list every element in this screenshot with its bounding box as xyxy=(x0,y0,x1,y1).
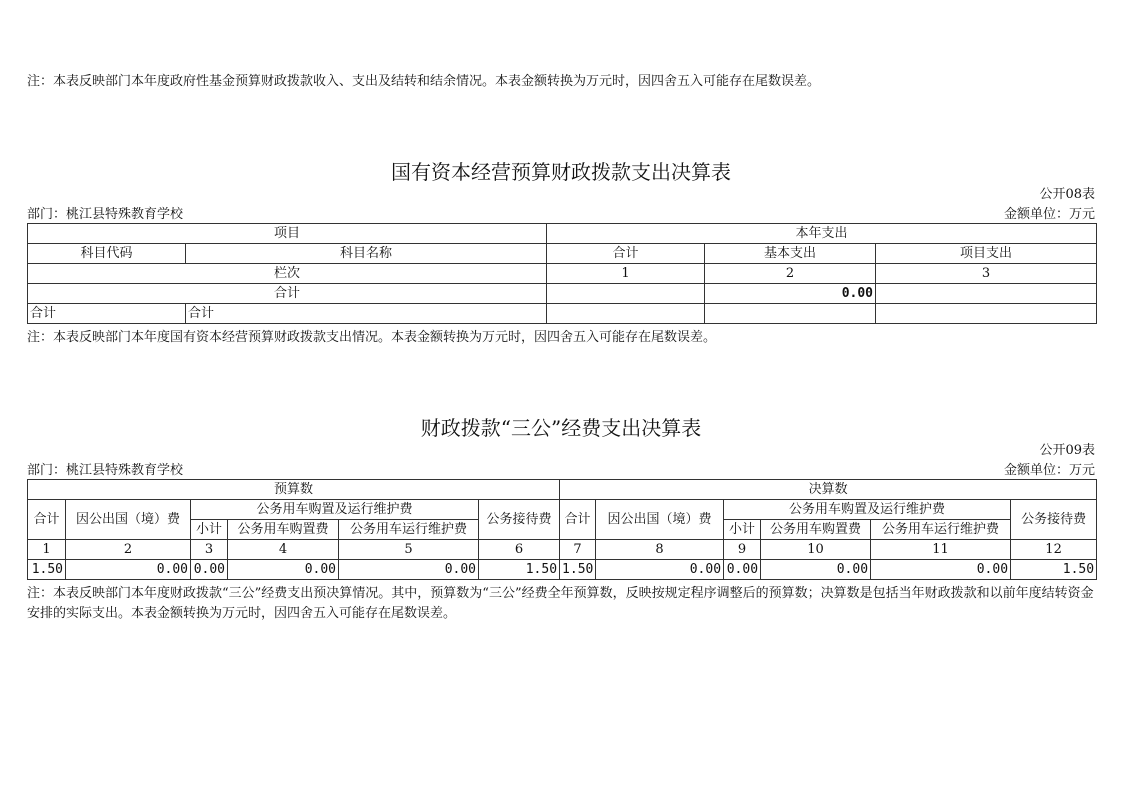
table09-budget-subtotal-header: 小计 xyxy=(191,520,228,540)
table09-value: 0.00 xyxy=(339,560,479,580)
table09-value: 0.00 xyxy=(191,560,228,580)
table09-column-index: 1 xyxy=(28,540,66,560)
table08-project-header: 项目支出 xyxy=(876,244,1097,264)
table09-final-vehicle-purchase-header: 公务用车购置费 xyxy=(761,520,871,540)
table08-column-index: 2 xyxy=(705,264,876,284)
table09-title: 财政拨款“三公”经费支出决算表 xyxy=(420,416,702,440)
table09-budget-vehicle-group-header: 公务用车购置及运行维护费 xyxy=(191,500,479,520)
table08-current-year-header: 本年支出 xyxy=(547,224,1097,244)
table09-final-header: 决算数 xyxy=(560,480,1097,500)
table09-column-index: 4 xyxy=(228,540,339,560)
table09-column-index: 9 xyxy=(724,540,761,560)
table08-total-value xyxy=(547,284,705,304)
table09-budget-vehicle-operation-header: 公务用车运行维护费 xyxy=(339,520,479,540)
top-note: 注：本表反映部门本年度政府性基金预算财政拨款收入、支出及结转和结余情况。本表金额转换为万元时，因四舍五入可能存在尾数误差。 xyxy=(27,74,821,89)
table09-value: 0.00 xyxy=(66,560,191,580)
table08-basic-value: 0.00 xyxy=(705,284,876,304)
table09-final-subtotal-header: 小计 xyxy=(724,520,761,540)
table09-column-index: 2 xyxy=(66,540,191,560)
table08-column-index: 1 xyxy=(547,264,705,284)
table09-budget-total-header: 合计 xyxy=(28,500,66,540)
table09-value: 1.50 xyxy=(28,560,66,580)
table08-item-header: 项目 xyxy=(28,224,547,244)
table09-value: 0.00 xyxy=(761,560,871,580)
table09-value: 1.50 xyxy=(560,560,596,580)
table08-extra-cell xyxy=(547,304,705,324)
table09-column-index: 11 xyxy=(871,540,1011,560)
table09-value: 0.00 xyxy=(724,560,761,580)
table08-extra-cell xyxy=(705,304,876,324)
table09-column-index: 12 xyxy=(1011,540,1097,560)
table08-subject-code-header: 科目代码 xyxy=(28,244,186,264)
table08-extra-name: 合计 xyxy=(186,304,547,324)
table09-budget-abroad-header: 因公出国（境）费 xyxy=(66,500,191,540)
table09-final-vehicle-group-header: 公务用车购置及运行维护费 xyxy=(724,500,1011,520)
table09-value: 0.00 xyxy=(596,560,724,580)
table09-final-total-header: 合计 xyxy=(560,500,596,540)
table09-column-index: 5 xyxy=(339,540,479,560)
table09-final-reception-header: 公务接待费 xyxy=(1011,500,1097,540)
table09-column-index: 7 xyxy=(560,540,596,560)
table09-value: 0.00 xyxy=(228,560,339,580)
table09-note: 注：本表反映部门本年度财政拨款“三公”经费支出预决算情况。其中，预算数为“三公”经费全年预算数，反映按规定程序调整后的预算数；决算数是包括当年财政拨款和以前年度结转资金安排的实际支出。本表金额转换为万元时，因四舍五入可能存在尾数误差。 xyxy=(27,586,1094,621)
table09-value: 1.50 xyxy=(1011,560,1097,580)
table09-final-abroad-header: 因公出国（境）费 xyxy=(596,500,724,540)
table09-code: 公开09表 xyxy=(1039,443,1095,458)
table09-budget-header: 预算数 xyxy=(28,480,560,500)
table08-note: 注：本表反映部门本年度国有资本经营预算财政拨款支出情况。本表金额转换为万元时，因四舍五入可能存在尾数误差。 xyxy=(27,330,717,345)
table08-title: 国有资本经营预算财政拨款支出决算表 xyxy=(391,160,731,184)
table09-column-index: 10 xyxy=(761,540,871,560)
table09-column-index: 3 xyxy=(191,540,228,560)
table09-column-index: 6 xyxy=(479,540,560,560)
table09-department: 部门：桃江县特殊教育学校 xyxy=(27,463,184,478)
table08-total-header: 合计 xyxy=(547,244,705,264)
table08-code: 公开08表 xyxy=(1039,187,1095,202)
table09 xyxy=(27,479,1097,580)
table08-extra-cell xyxy=(876,304,1097,324)
table09-unit: 金额单位：万元 xyxy=(1003,463,1095,478)
table08-basic-header: 基本支出 xyxy=(705,244,876,264)
table09-value: 1.50 xyxy=(479,560,560,580)
table09-budget-reception-header: 公务接待费 xyxy=(479,500,560,540)
table08-extra-code: 合计 xyxy=(28,304,186,324)
table09-column-index: 8 xyxy=(596,540,724,560)
table08-total-label: 合计 xyxy=(28,284,547,304)
table08-unit: 金额单位：万元 xyxy=(1003,207,1095,222)
table08 xyxy=(27,223,1097,324)
table08-project-value xyxy=(876,284,1097,304)
table08-department: 部门：桃江县特殊教育学校 xyxy=(27,207,184,222)
table08-column-index: 3 xyxy=(876,264,1097,284)
table08-column-index-label: 栏次 xyxy=(28,264,547,284)
table09-budget-vehicle-purchase-header: 公务用车购置费 xyxy=(228,520,339,540)
table08-subject-name-header: 科目名称 xyxy=(186,244,547,264)
table09-value: 0.00 xyxy=(871,560,1011,580)
table09-final-vehicle-operation-header: 公务用车运行维护费 xyxy=(871,520,1011,540)
